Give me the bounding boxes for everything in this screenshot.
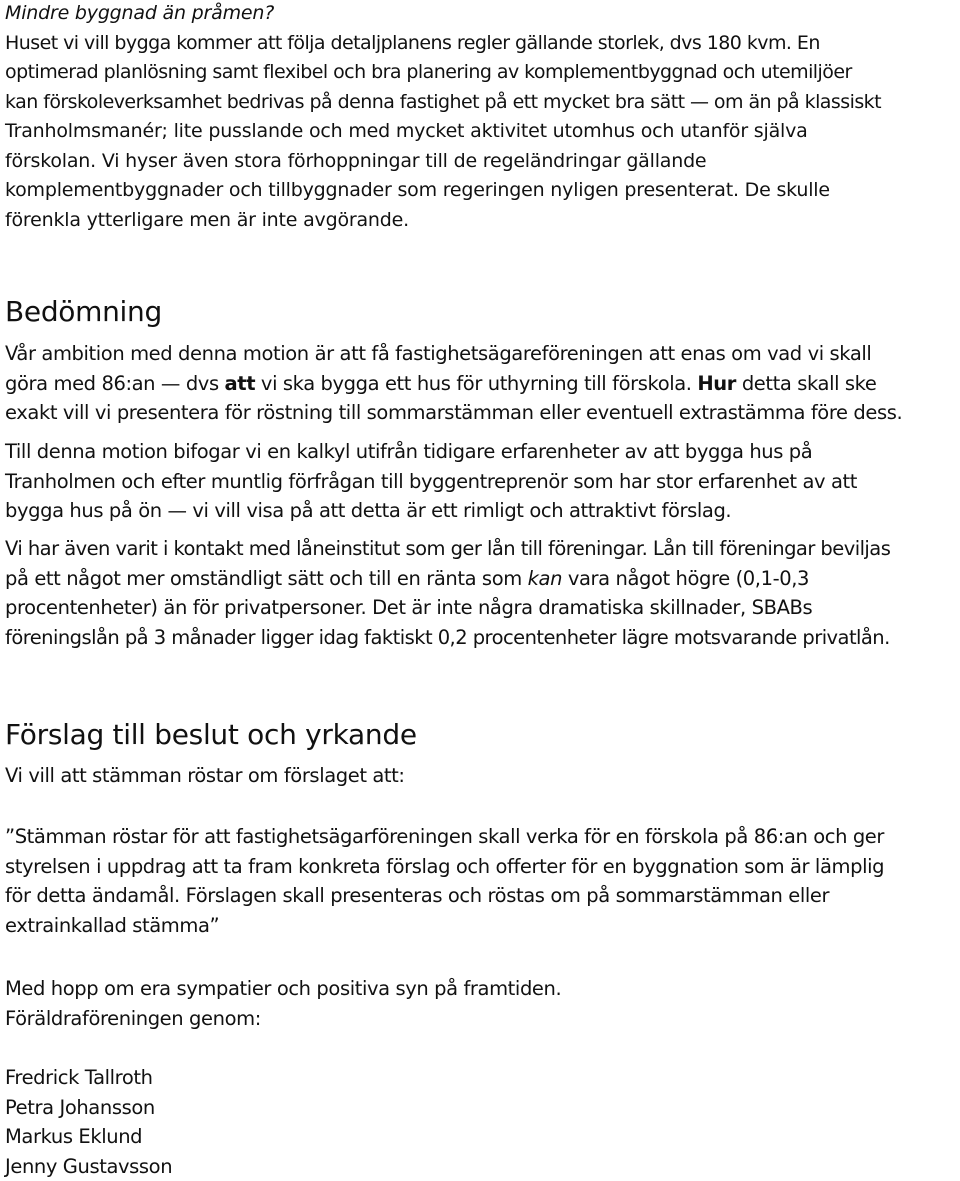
intro-section: [5, 0, 881, 235]
intro-line: Huset vi vill bygga kommer att följa detaljplanens regler gällande storlek, dvs 180 kvm. En: [5, 29, 881, 59]
intro-line: förskolan. Vi hyser även stora förhoppningar till de regeländringar gällande: [5, 147, 881, 177]
text-run: vi ska bygga ett hus för uthyrning till förskola.: [255, 372, 697, 395]
paragraph-line: Vi har även varit i kontakt med låneinstitut som ger lån till föreningar. Lån till föreningar beviljas: [5, 534, 890, 564]
signatory-name: Markus Eklund: [5, 1122, 172, 1152]
signatory-name: Jenny Gustavsson: [5, 1152, 172, 1181]
paragraph-line: [5, 369, 902, 399]
paragraph-line: Vi vill att stämman röstar om förslaget att:: [5, 761, 405, 791]
quote-line: för detta ändamål. Förslagen skall presenteras och röstas om på sommarstämman eller: [5, 881, 884, 911]
signatory-name: Petra Johansson: [5, 1093, 172, 1123]
quote-line: styrelsen i uppdrag att ta fram konkreta förslag och offerter för en byggnation som är lämplig: [5, 852, 884, 882]
paragraph-line: Till denna motion bifogar vi en kalkyl utifrån tidigare erfarenheter av att bygga hus på: [5, 437, 857, 467]
text-run: göra med 86:an — dvs: [5, 372, 225, 395]
bedomning-paragraph-3: [5, 534, 890, 652]
paragraph-line: föreningslån på 3 månader ligger idag faktiskt 0,2 procentenheter lägre motsvarande privatlån.: [5, 623, 890, 653]
closing: [5, 974, 561, 1033]
forslag-heading: Förslag till beslut och yrkande: [5, 717, 417, 753]
paragraph-line: [5, 564, 890, 594]
signatories-list: [5, 1063, 172, 1181]
closing-line: Med hopp om era sympatier och positiva syn på framtiden.: [5, 974, 561, 1004]
bedomning-paragraph-1: [5, 339, 902, 428]
paragraph-line: procentenheter) än för privatpersoner. Det är inte några dramatiska skillnader, SBABs: [5, 593, 890, 623]
intro-line: Tranholmsmanér; lite pusslande och med mycket aktivitet utomhus och utanför själva: [5, 117, 881, 147]
quote-line: extrainkallad stämma”: [5, 911, 884, 941]
bold-text-run: att: [225, 372, 256, 395]
paragraph-line: bygga hus på ön — vi vill visa på att detta är ett rimligt och attraktivt förslag.: [5, 496, 857, 526]
paragraph-line: Vår ambition med denna motion är att få fastighetsägareföreningen att enas om vad vi skall: [5, 339, 902, 369]
signatory-name: Fredrick Tallroth: [5, 1063, 172, 1093]
intro-line: kan förskoleverksamhet bedrivas på denna fastighet på ett mycket bra sätt — om än på klassiskt: [5, 88, 881, 118]
bedomning-heading: Bedömning: [5, 294, 162, 330]
paragraph-line: Tranholmen och efter muntlig förfrågan till byggentreprenör som har stor erfarenhet av att: [5, 467, 857, 497]
italic-text-run: kan: [528, 567, 562, 590]
bold-text-run: Hur: [697, 372, 736, 395]
forslag-intro: [5, 761, 405, 791]
bedomning-paragraph-2: [5, 437, 857, 526]
forslag-quote: [5, 822, 884, 940]
closing-line: Föräldraföreningen genom:: [5, 1004, 561, 1034]
intro-title: Mindre byggnad än pråmen?: [5, 0, 881, 29]
intro-line: komplementbyggnader och tillbyggnader som regeringen nyligen presenterat. De skulle: [5, 176, 881, 206]
paragraph-line: exakt vill vi presentera för röstning till sommarstämman eller eventuell extrastämma före dess.: [5, 398, 902, 428]
text-run: detta skall ske: [736, 372, 876, 395]
text-run: vara något högre (0,1-0,3: [562, 567, 809, 590]
text-run: på ett något mer omständligt sätt och till en ränta som: [5, 567, 528, 590]
intro-line: optimerad planlösning samt flexibel och bra planering av komplementbyggnad och utemiljöer: [5, 58, 881, 88]
quote-line: ”Stämman röstar för att fastighetsägarföreningen skall verka för en förskola på 86:an och ger: [5, 822, 884, 852]
intro-line: förenkla ytterligare men är inte avgörande.: [5, 206, 881, 236]
